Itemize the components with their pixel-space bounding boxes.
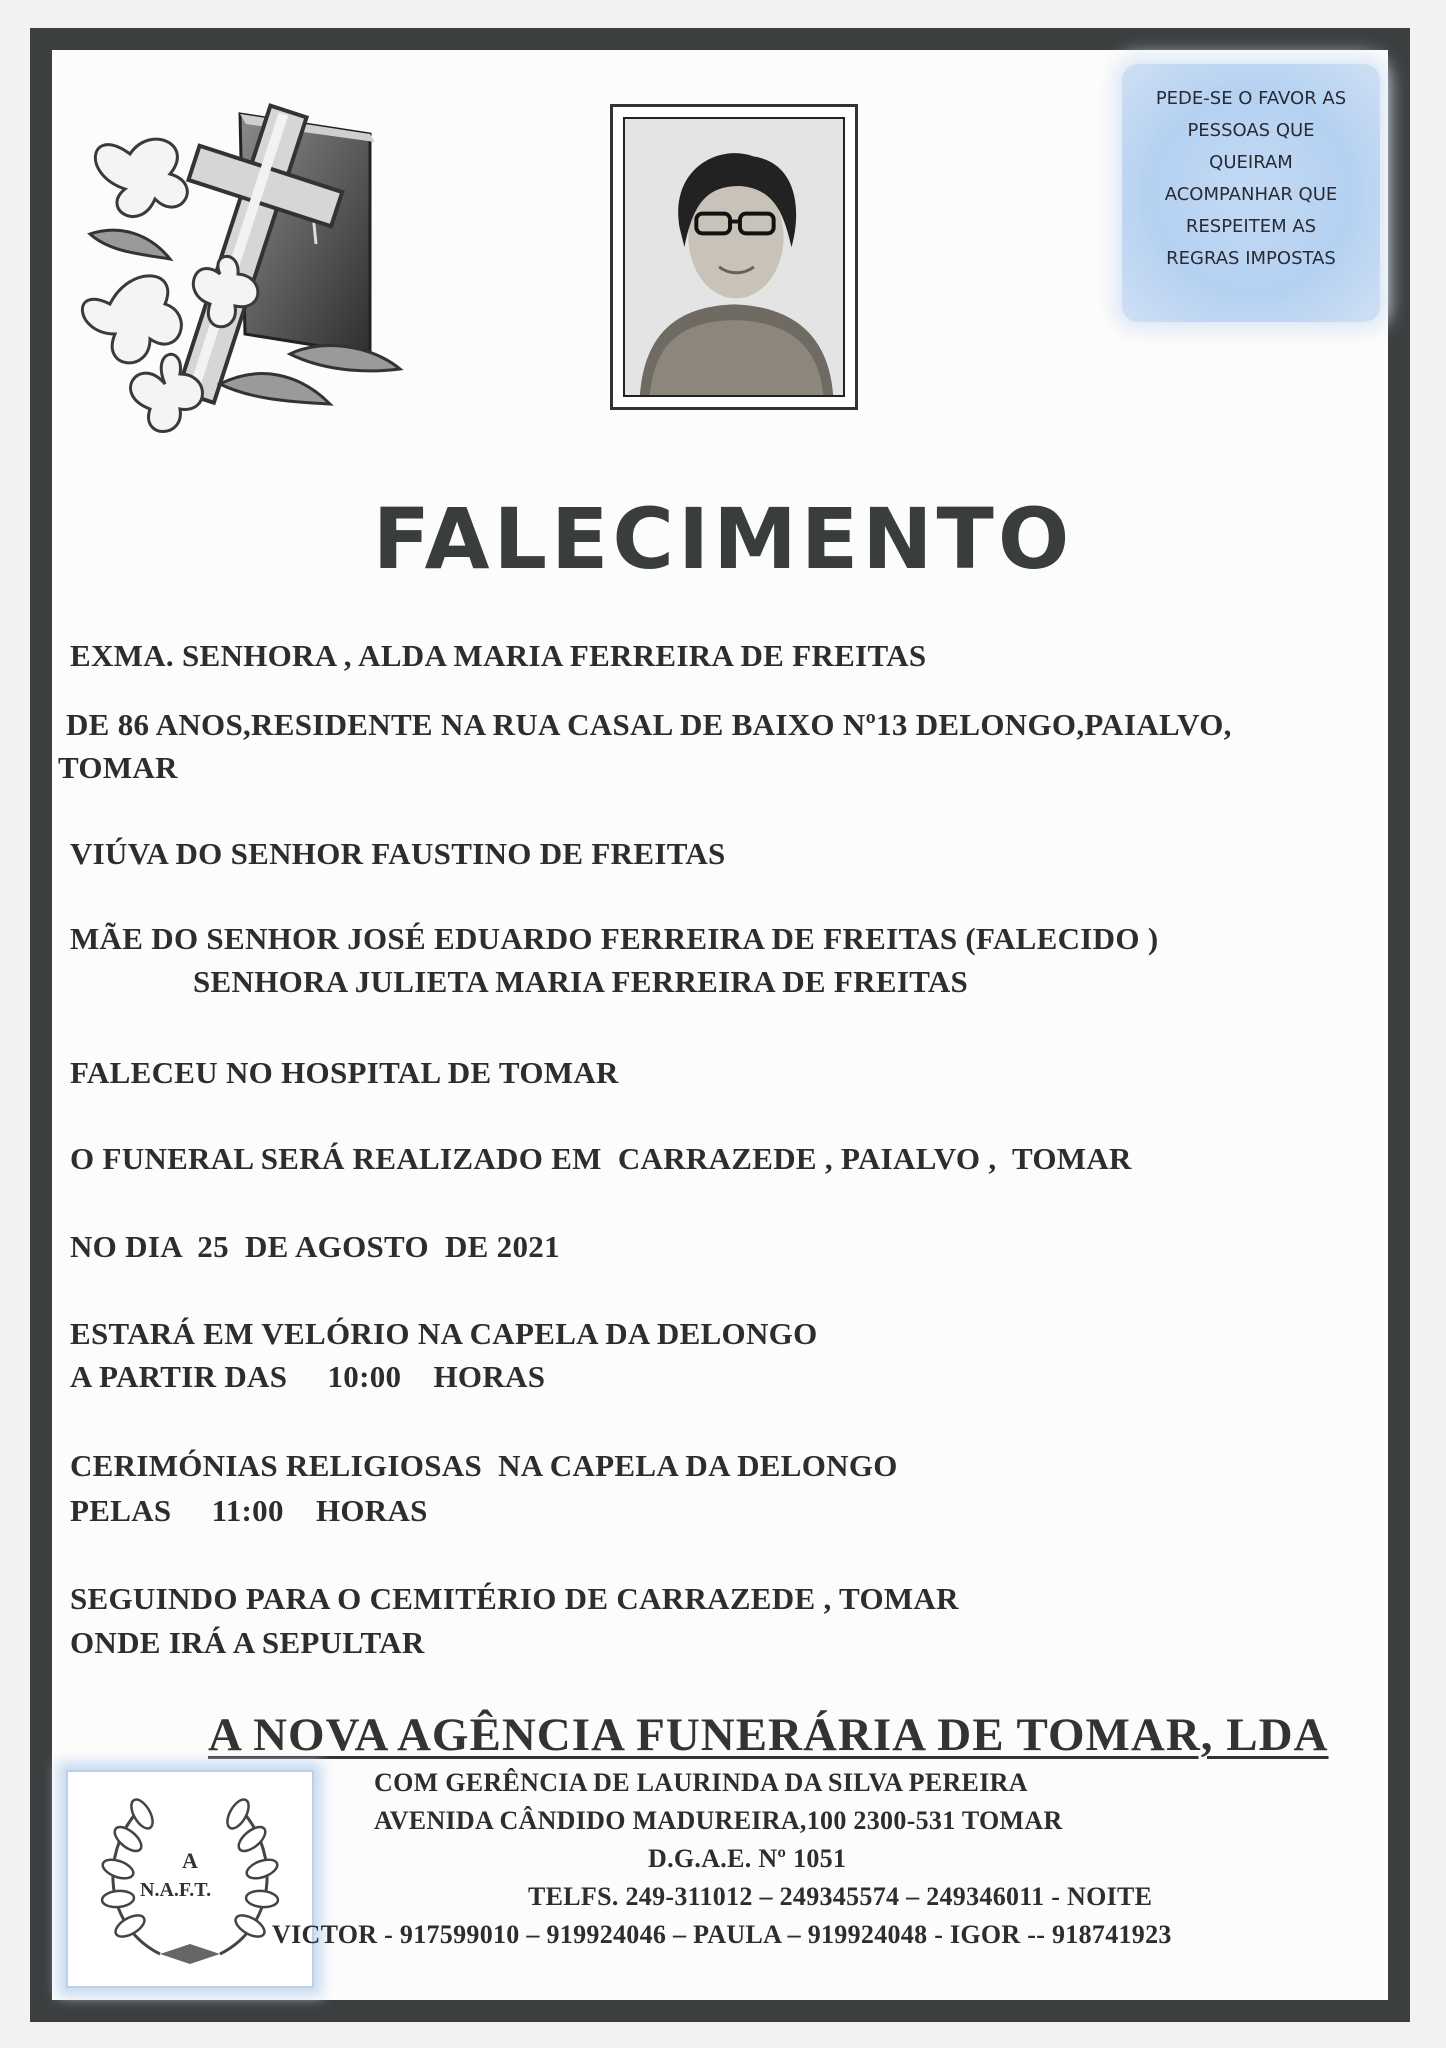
mother-line-cont: SENHORA JULIETA MARIA FERREIRA DE FREITAS xyxy=(193,964,969,999)
phones-line: TELFS. 249-311012 – 249345574 – 249346011 - NOITE xyxy=(528,1882,1153,1911)
agency-logo xyxy=(66,1770,314,1988)
notice-text: PEDE-SE O FAVOR AS PESSOAS QUE QUEIRAM ACOMPANHAR QUE RESPEITEM AS REGRAS IMPOSTAS xyxy=(1155,88,1347,269)
night-phones-line: VICTOR - 917599010 – 919924046 – PAULA – 919924048 - IGOR -- 918741923 xyxy=(272,1920,1172,1949)
page-title: FALECIMENTO xyxy=(372,490,1074,588)
management-line: COM GERÊNCIA DE LAURINDA DA SILVA PEREIRA xyxy=(374,1768,1028,1797)
widow-line: VIÚVA DO SENHOR FAUSTINO DE FREITAS xyxy=(70,836,726,871)
burial-line: SEGUINDO PARA O CEMITÉRIO DE CARRAZEDE , TOMAR xyxy=(70,1581,959,1616)
death-place-line: FALECEU NO HOSPITAL DE TOMAR xyxy=(70,1055,619,1090)
ceremony-line: CERIMÓNIAS RELIGIOSAS NA CAPELA DA DELONGO xyxy=(70,1448,898,1483)
wake-time-line: A PARTIR DAS 10:00 HORAS xyxy=(70,1359,546,1394)
funeral-date-line: NO DIA 25 DE AGOSTO DE 2021 xyxy=(70,1229,560,1264)
address-line: AVENIDA CÂNDIDO MADUREIRA,100 2300-531 TOMAR xyxy=(374,1806,1063,1835)
age-residence-line: DE 86 ANOS,RESIDENTE NA RUA CASAL DE BAIXO Nº13 DELONGO,PAIALVO, xyxy=(66,707,1232,742)
agency-name: A NOVA AGÊNCIA FUNERÁRIA DE TOMAR, LDA xyxy=(208,1709,1329,1761)
deceased-portrait xyxy=(623,117,845,397)
notice-box xyxy=(1122,64,1380,322)
age-residence-line-cont: TOMAR xyxy=(58,750,178,785)
logo-initials: N.A.F.T. xyxy=(140,1879,212,1901)
wake-line: ESTARÁ EM VELÓRIO NA CAPELA DA DELONGO xyxy=(70,1316,818,1351)
logo-letter: A xyxy=(182,1848,198,1873)
funeral-place-line: O FUNERAL SERÁ REALIZADO EM CARRAZEDE , PAIALVO , TOMAR xyxy=(70,1141,1132,1176)
dgae-line: D.G.A.E. Nº 1051 xyxy=(648,1844,847,1873)
burial-line-cont: ONDE IRÁ A SEPULTAR xyxy=(70,1625,425,1660)
portrait-frame xyxy=(610,104,858,410)
name-line: EXMA. SENHORA , ALDA MARIA FERREIRA DE FREITAS xyxy=(70,638,927,673)
mother-line: MÃE DO SENHOR JOSÉ EDUARDO FERREIRA DE FREITAS (FALECIDO ) xyxy=(70,921,1159,956)
ceremony-time-line: PELAS 11:00 HORAS xyxy=(70,1493,428,1528)
cross-with-book-and-lilies-icon xyxy=(70,84,410,454)
